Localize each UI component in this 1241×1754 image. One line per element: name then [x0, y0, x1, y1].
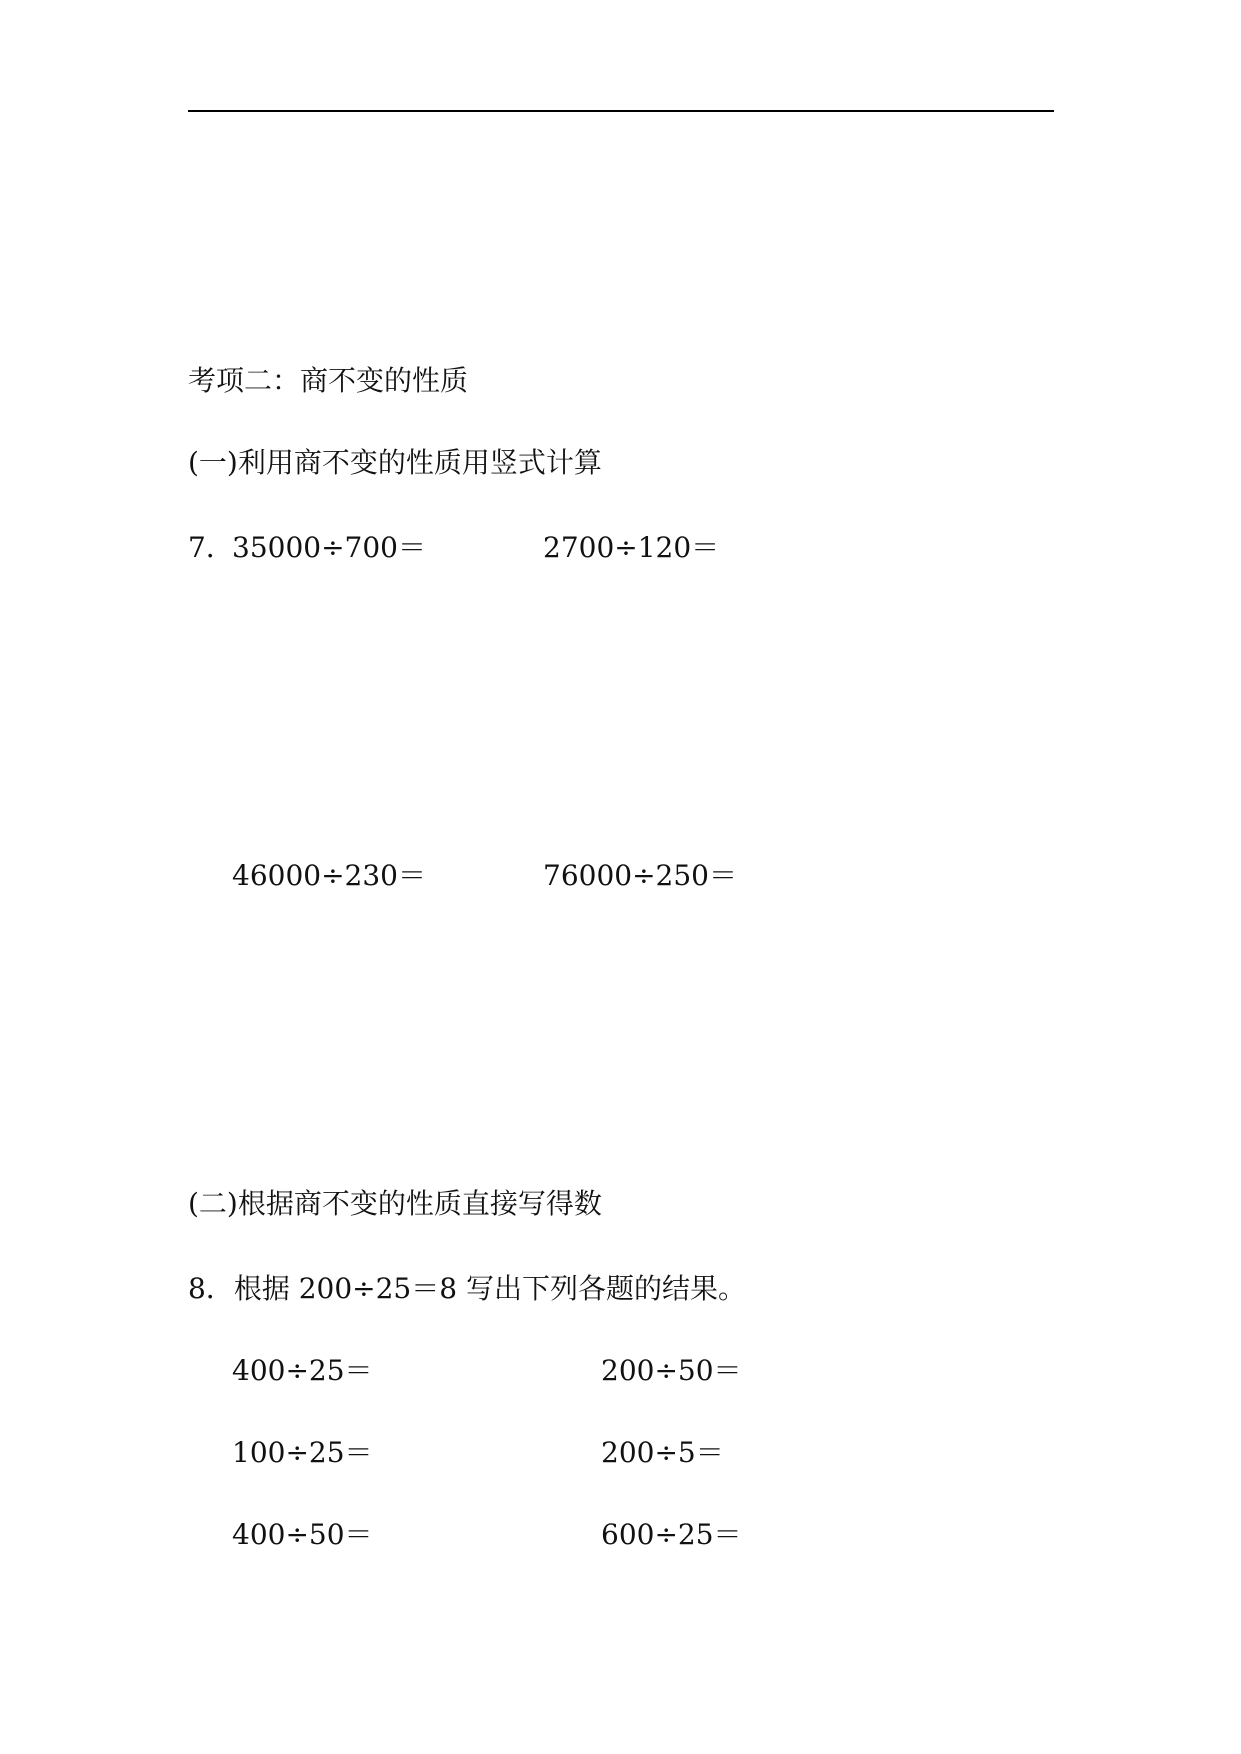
question-7-number: 7．	[188, 531, 234, 564]
q7-equation-4: 76000÷250＝	[543, 859, 737, 892]
q7-equation-1: 35000÷700＝	[232, 531, 426, 564]
question-8-text: 8．根据 200÷25＝8 写出下列各题的结果。	[188, 1272, 746, 1305]
q8-equation-1: 400÷25＝	[232, 1354, 373, 1387]
q8-equation-3: 100÷25＝	[232, 1436, 373, 1469]
part2-heading: (二)根据商不变的性质直接写得数	[188, 1187, 602, 1220]
q7-equation-2: 2700÷120＝	[543, 531, 720, 564]
section-title: 考项二：商不变的性质	[188, 364, 469, 397]
q8-equation-4: 200÷5＝	[601, 1436, 724, 1469]
q8-equation-5: 400÷50＝	[232, 1518, 373, 1551]
q8-equation-6: 600÷25＝	[601, 1518, 742, 1551]
q7-equation-3: 46000÷230＝	[232, 859, 426, 892]
header-rule	[188, 110, 1054, 112]
part1-heading: (一)利用商不变的性质用竖式计算	[188, 446, 602, 479]
q8-equation-2: 200÷50＝	[601, 1354, 742, 1387]
